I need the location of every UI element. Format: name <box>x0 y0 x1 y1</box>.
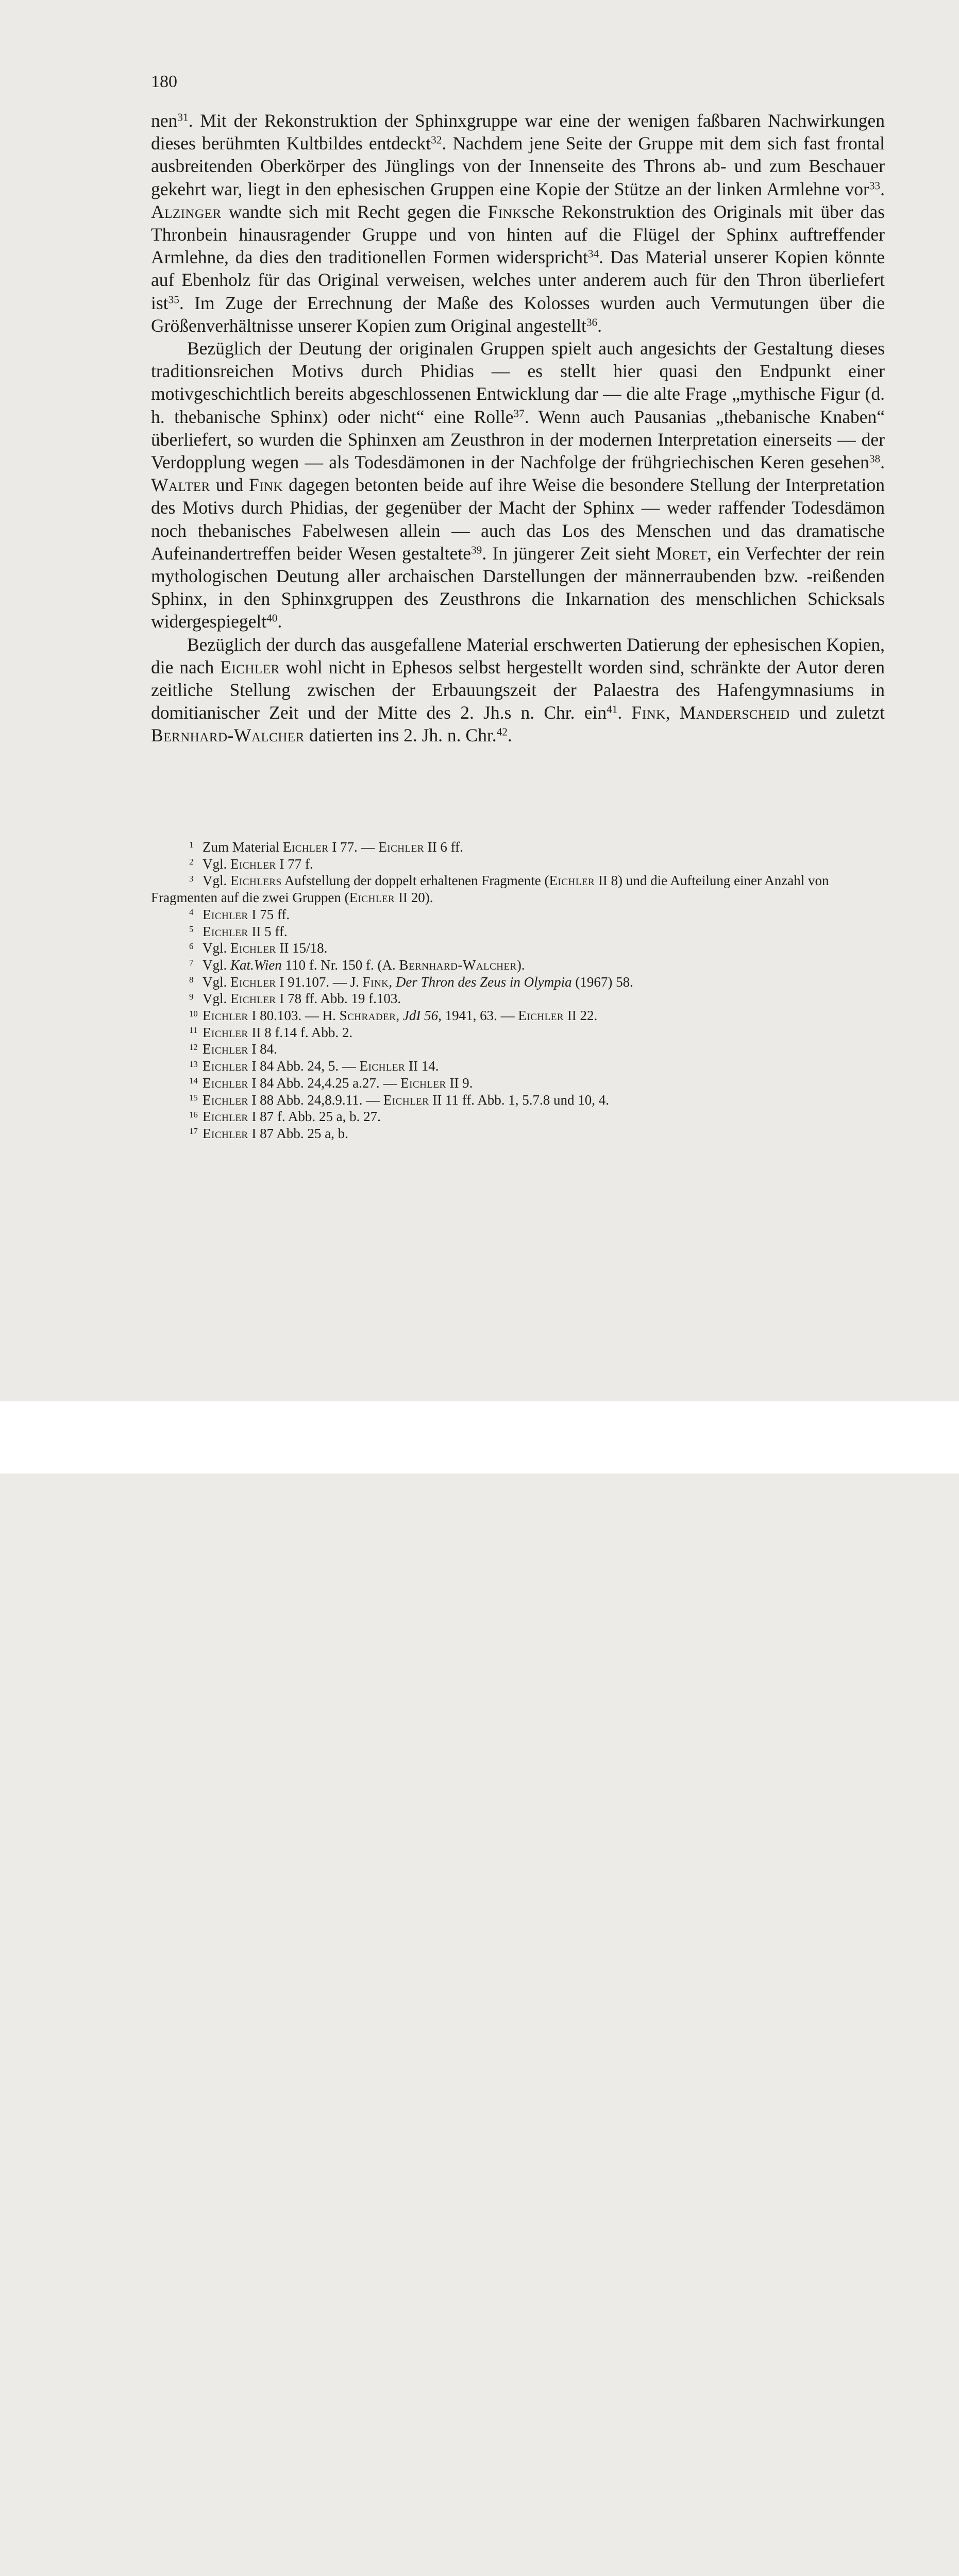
paragraph: Bezüglich der Deutung der originalen Gruppen spielt auch angesichts der Gestaltung dieses traditionsreichen Motivs durch Phidias — es stellt hier quasi den Endpunkt einer motivgeschichtlich bereits abgeschlossenen Entwicklung dar — die alte Frage „mythische Figur (d. h. thebanische Sphinx) oder nicht“ eine Rolle$^{37}$. Wenn auch Pausanias „thebanische Knaben“ überliefert, so wurden die Sphinxen am Zeusthron in der modernen Interpretation einerseits — der Verdopplung wegen — als Todesdämonen in der Nachfolge der frühgriechischen Keren gesehen$^{38}$. Walter und Fink dagegen betonten beide auf ihre Weise die besondere Stellung der Interpretation des Motivs durch Phidias, der gegenüber der Macht der Sphinx — weder raffender Todesdämon noch thebanisches Fabelwesen allein — auch das Los des Menschen und das dramatische Aufeinandertreffen beider Wesen gestaltete$^{39}$. In jüngerer Zeit sieht Moret, ein Verfechter der rein mythologischen Deutung aller archaischen Darstellungen der männerraubenden bzw. -reißenden Sphinx, in den Sphinxgruppen des Zeusthrons die Inkarnation des menschlichen Schicksals widergespiegelt$^{40}$. <box>151 338 885 632</box>
footnote: 10 Eichler I 80.103. — H. Schrader, JdI 56, 1941, 63. — Eichler II 22. <box>189 1008 598 1024</box>
footnotes <box>151 839 885 1142</box>
footnote-text: Eichler II 5 ff. <box>203 923 288 939</box>
footnote: 17 Eichler I 87 Abb. 25 a, b. <box>189 1125 348 1141</box>
footnote: 16 Eichler I 87 f. Abb. 25 a, b. 27. <box>189 1109 381 1125</box>
main-text <box>151 109 885 747</box>
footnote-text: Vgl. Eichler II 15/18. <box>203 940 328 956</box>
footnote-text: Eichler I 87 f. Abb. 25 a, b. 27. <box>203 1109 381 1125</box>
footnote: 2 Vgl. Eichler I 77 f. <box>189 856 313 872</box>
footnote-text: Eichler I 88 Abb. 24,8.9.11. — Eichler II 11 ff. Abb. 1, 5.7.8 und 10, 4. <box>203 1092 609 1108</box>
footnote: 6 Vgl. Eichler II 15/18. <box>189 940 328 956</box>
footnote: 5 Eichler II 5 ff. <box>189 923 288 939</box>
footnote-text: Vgl. Eichler I 91.107. — J. Fink, Der Thron des Zeus in Olympia (1967) 58. <box>203 974 633 990</box>
viewer-footer <box>0 1401 959 1473</box>
footnote-text: Eichler I 84 Abb. 24, 5. — Eichler II 14. <box>203 1058 439 1074</box>
footnote-text: Vgl. Eichler I 77 f. <box>203 856 313 872</box>
footnote: 15 Eichler I 88 Abb. 24,8.9.11. — Eichler II 11 ff. Abb. 1, 5.7.8 und 10, 4. <box>189 1092 609 1108</box>
footnote: 9 Vgl. Eichler I 78 ff. Abb. 19 f.103. <box>189 991 401 1007</box>
footnote-text: Eichler I 84 Abb. 24,4.25 a.27. — Eichler II 9. <box>203 1075 473 1091</box>
footnote-text: Vgl. Eichler I 78 ff. Abb. 19 f.103. <box>203 991 401 1007</box>
footnote: 14 Eichler I 84 Abb. 24,4.25 a.27. — Eichler II 9. <box>189 1075 473 1091</box>
footnote-text: Vgl. Eichlers Aufstellung der doppelt erhaltenen Fragmente (Eichler II 8) und die Aufteilung einer Anzahl von Fragmenten auf die zwei Gruppen (Eichler II 20). <box>151 873 829 906</box>
footnote: 13 Eichler I 84 Abb. 24, 5. — Eichler II 14. <box>189 1058 439 1074</box>
footnote: 11 Eichler II 8 f.14 f. Abb. 2. <box>189 1024 353 1040</box>
footnote-text: Eichler I 75 ff. <box>203 906 290 922</box>
page-number: 180 <box>151 72 177 91</box>
footnote: 4 Eichler I 75 ff. <box>189 906 290 922</box>
footnote-text: Eichler II 8 f.14 f. Abb. 2. <box>203 1024 353 1040</box>
footnote-text: Eichler I 80.103. — H. Schrader, JdI 56, 1941, 63. — Eichler II 22. <box>203 1008 598 1024</box>
paragraph: nen$^{31}$. Mit der Rekonstruktion der Sphinxgruppe war eine der wenigen faßbaren Nachwirkungen dieses berühmten Kultbildes entdeckt$^{32}$. Nachdem jene Seite der Gruppe mit dem sich fast frontal ausbreitenden Oberkörper des Jünglings von der Innenseite des Throns ab- und zum Beschauer gekehrt war, liegt in den ephesischen Gruppen eine Kopie der Stütze an der linken Armlehne vor$^{33}$. Alzinger wandte sich mit Recht gegen die Finksche Rekonstruktion des Originals mit über das Thronbein hinausragender Gruppe und von hinten auf die Flügel der Sphinx auftreffender Armlehne, da dies den traditionellen Formen widerspricht$^{34}$. Das Material unserer Kopien könnte auf Ebenholz für das Original verweisen, welches unter anderem auch für den Thron überliefert ist$^{35}$. Im Zuge der Errechnung der Maße des Kolosses wurden auch Vermutungen über die Größenverhältnisse unserer Kopien zum Original angestellt$^{36}$. <box>151 110 885 336</box>
footnote: 3 Vgl. Eichlers Aufstellung der doppelt erhaltenen Fragmente (Eichler II 8) und die Aufteilung einer Anzahl von Fragmenten auf die zwei Gruppen (Eichler II 20). <box>151 873 829 906</box>
footnote: 8 Vgl. Eichler I 91.107. — J. Fink, Der Thron des Zeus in Olympia (1967) 58. <box>189 974 633 990</box>
footnote-text: Vgl. Kat.Wien 110 f. Nr. 150 f. (A. Bernhard-Walcher). <box>203 957 525 973</box>
footnote-text: Zum Material Eichler I 77. — Eichler II 6 ff. <box>203 839 463 855</box>
paragraph: Bezüglich der durch das ausgefallene Material erschwerten Datierung der ephesischen Kopien, die nach Eichler wohl nicht in Ephesos selbst hergestellt worden sind, schränkte der Autor deren zeitliche Stellung zwischen der Erbauungszeit der Palaestra des Hafengymnasiums in domitianischer Zeit und der Mitte des 2. Jh.s n. Chr. ein$^{41}$. Fink, Manderscheid und zuletzt Bernhard-Walcher datierten ins 2. Jh. n. Chr.$^{42}$. <box>151 634 885 746</box>
footnote: 7 Vgl. Kat.Wien 110 f. Nr. 150 f. (A. Bernhard-Walcher). <box>189 957 525 973</box>
footnote-text: Eichler I 87 Abb. 25 a, b. <box>203 1125 348 1141</box>
footnote: 12 Eichler I 84. <box>189 1041 277 1057</box>
footnote-text: Eichler I 84. <box>203 1041 277 1057</box>
footnote: 1 Zum Material Eichler I 77. — Eichler II 6 ff. <box>189 839 463 855</box>
